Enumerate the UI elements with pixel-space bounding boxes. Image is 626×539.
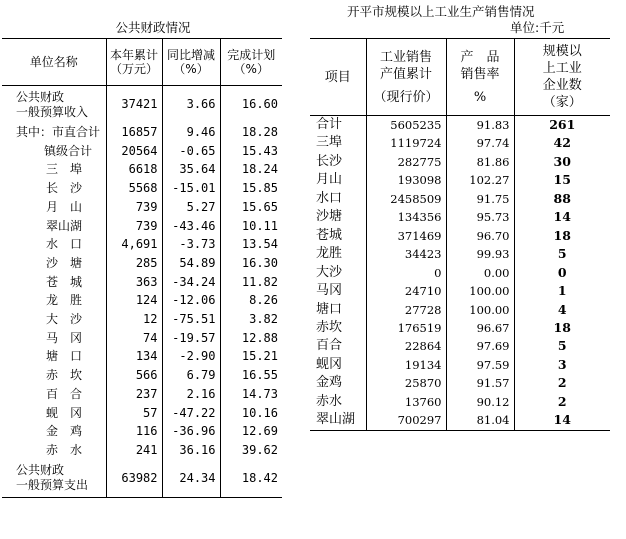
row-yoy: 2.16 <box>162 385 220 404</box>
header-unit-name: 单位名称 <box>29 55 78 69</box>
row-yoy: -36.96 <box>162 422 220 441</box>
row-enterprise-count: 0 <box>514 264 610 282</box>
table-row <box>2 310 282 329</box>
header-output-line2: 产值累计 <box>379 66 432 82</box>
row-enterprise-count: 14 <box>514 411 610 430</box>
table-row <box>310 374 610 392</box>
row-output: 19134 <box>366 356 446 374</box>
row-plan: 8.26 <box>220 291 282 310</box>
row-name: 镇级合计 <box>44 143 93 158</box>
table-row <box>2 235 282 254</box>
row-cumulative: 6618 <box>106 160 162 179</box>
table-row <box>310 264 610 282</box>
row-sales-rate: 97.74 <box>446 134 514 152</box>
row-plan: 18.28 <box>220 123 282 142</box>
row-plan: 10.16 <box>220 404 282 423</box>
table-row <box>2 404 282 423</box>
row-yoy: -43.46 <box>162 217 220 236</box>
row-sales-rate: 81.04 <box>446 411 514 430</box>
header-output-line3: （现行价） <box>373 89 439 105</box>
row-sales-rate: 97.59 <box>446 356 514 374</box>
header-item: 项目 <box>310 39 366 116</box>
row-cumulative: 63982 <box>106 460 162 498</box>
table-row <box>2 291 282 310</box>
row-cumulative: 116 <box>106 422 162 441</box>
header-yoy-line2: （%） <box>173 62 209 76</box>
row-item: 翠山湖 <box>310 411 366 430</box>
row-cumulative: 739 <box>106 198 162 217</box>
row-item: 水口 <box>316 190 343 206</box>
row-output: 371469 <box>366 227 446 245</box>
table-row <box>310 356 610 374</box>
header-plan-line1: 完成计划 <box>227 48 276 62</box>
table-row <box>2 123 282 142</box>
row-name: 公共财政 一般预算支出 <box>2 460 106 498</box>
row-yoy: -47.22 <box>162 404 220 423</box>
row-name: 赤 水 <box>46 442 83 457</box>
row-sales-rate: 90.12 <box>446 393 514 411</box>
row-item: 马冈 <box>316 283 343 299</box>
table-row <box>2 329 282 348</box>
row-output: 193098 <box>366 171 446 189</box>
row-plan: 18.24 <box>220 160 282 179</box>
row-sales-rate: 102.27 <box>446 171 514 189</box>
row-plan: 12.88 <box>220 329 282 348</box>
row-enterprise-count: 1 <box>514 282 610 300</box>
row-plan: 16.60 <box>220 86 282 124</box>
row-sales-rate: 91.57 <box>446 374 514 392</box>
row-sales-rate: 97.69 <box>446 337 514 355</box>
table-row <box>310 245 610 263</box>
row-name: 龙 胜 <box>46 293 83 308</box>
row-plan: 14.73 <box>220 385 282 404</box>
row-yoy: 54.89 <box>162 254 220 273</box>
row-plan: 16.55 <box>220 366 282 385</box>
row-name: 大 沙 <box>46 312 83 327</box>
header-output-line1: 工业销售 <box>379 49 432 65</box>
row-item: 苍城 <box>316 227 343 243</box>
row-enterprise-count: 2 <box>514 393 610 411</box>
table-row <box>310 319 610 337</box>
row-output: 2458509 <box>366 190 446 208</box>
row-yoy: -75.51 <box>162 310 220 329</box>
row-item: 长沙 <box>316 153 343 169</box>
row-cumulative: 237 <box>106 385 162 404</box>
table-row <box>310 171 610 189</box>
row-plan: 11.82 <box>220 273 282 292</box>
header-yoy <box>162 39 220 86</box>
row-enterprise-count: 4 <box>514 301 610 319</box>
row-output: 1119724 <box>366 134 446 152</box>
table-header-row <box>2 39 282 86</box>
row-cumulative: 16857 <box>106 123 162 142</box>
row-output: 34423 <box>366 245 446 263</box>
row-enterprise-count: 30 <box>514 153 610 171</box>
row-name: 水 口 <box>46 237 83 252</box>
table-row <box>2 142 282 161</box>
table-row <box>2 422 282 441</box>
industry-sales-title: 开平市规模以上工业生产销售情况 <box>347 4 535 19</box>
row-name: 月 山 <box>46 199 83 214</box>
row-enterprise-count: 3 <box>514 356 610 374</box>
row-output: 27728 <box>366 301 446 319</box>
row-yoy: -15.01 <box>162 179 220 198</box>
row-yoy: 36.16 <box>162 441 220 460</box>
row-yoy: -12.06 <box>162 291 220 310</box>
row-plan: 3.82 <box>220 310 282 329</box>
row-cumulative: 739 <box>106 217 162 236</box>
row-plan: 15.43 <box>220 142 282 161</box>
row-cumulative: 57 <box>106 404 162 423</box>
header-yoy-line1: 同比增减 <box>166 48 215 62</box>
row-sales-rate: 100.00 <box>446 301 514 319</box>
table-row <box>2 441 282 460</box>
row-output: 24710 <box>366 282 446 300</box>
row-enterprise-count: 5 <box>514 337 610 355</box>
unit-label: 单位:千元 <box>510 20 565 35</box>
row-name: 苍 城 <box>46 274 83 289</box>
row-enterprise-count: 42 <box>514 134 610 152</box>
row-enterprise-count: 15 <box>514 171 610 189</box>
row-plan: 10.11 <box>220 217 282 236</box>
row-output: 22864 <box>366 337 446 355</box>
row-plan: 16.30 <box>220 254 282 273</box>
row-output: 13760 <box>366 393 446 411</box>
table-row <box>2 254 282 273</box>
header-count-line3: 企业数 <box>542 78 582 93</box>
header-count-line4: （家） <box>542 95 582 110</box>
row-yoy: -3.73 <box>162 235 220 254</box>
header-cumulative-line2: （万元） <box>109 62 158 76</box>
row-item: 蚬冈 <box>316 356 343 372</box>
row-sales-rate: 100.00 <box>446 282 514 300</box>
table-row <box>310 208 610 226</box>
row-output: 5605235 <box>366 116 446 135</box>
table-row <box>2 273 282 292</box>
row-sales-rate: 96.67 <box>446 319 514 337</box>
row-plan: 15.85 <box>220 179 282 198</box>
row-output: 700297 <box>366 411 446 430</box>
row-cumulative: 285 <box>106 254 162 273</box>
row-plan: 15.21 <box>220 347 282 366</box>
row-enterprise-count: 18 <box>514 227 610 245</box>
row-name: 马 冈 <box>46 330 83 345</box>
row-output: 176519 <box>366 319 446 337</box>
row-name: 长 沙 <box>46 181 83 196</box>
row-cumulative: 74 <box>106 329 162 348</box>
row-name: 金 鸡 <box>46 424 83 439</box>
header-count <box>514 39 610 116</box>
row-item: 赤水 <box>316 393 343 409</box>
row-plan: 13.54 <box>220 235 282 254</box>
header-output <box>366 39 446 116</box>
row-name: 赤 坎 <box>46 368 83 383</box>
header-count-line2: 上工业 <box>542 61 582 76</box>
row-enterprise-count: 5 <box>514 245 610 263</box>
row-item: 塘口 <box>316 301 343 317</box>
table-row <box>310 393 610 411</box>
table-row <box>310 337 610 355</box>
row-item: 百合 <box>316 338 343 354</box>
header-cumulative <box>106 39 162 86</box>
row-item: 赤坎 <box>316 319 343 335</box>
row-name: 沙 塘 <box>46 255 83 270</box>
table-row <box>2 160 282 179</box>
table-row <box>2 86 282 124</box>
row-sales-rate: 81.86 <box>446 153 514 171</box>
row-enterprise-count: 18 <box>514 319 610 337</box>
row-output: 25870 <box>366 374 446 392</box>
header-rate-line2: 销售率 <box>460 66 500 82</box>
table-row <box>2 347 282 366</box>
header-count-line1: 规模以 <box>542 44 582 59</box>
row-enterprise-count: 261 <box>514 116 610 135</box>
row-cumulative: 134 <box>106 347 162 366</box>
row-item: 大沙 <box>316 264 343 280</box>
row-output: 134356 <box>366 208 446 226</box>
table-row <box>2 198 282 217</box>
public-finance-title: 公共财政情况 <box>115 20 191 35</box>
header-plan <box>220 39 282 86</box>
row-name: 公共财政 一般预算收入 <box>16 89 89 119</box>
row-yoy: 35.64 <box>162 160 220 179</box>
row-cumulative: 566 <box>106 366 162 385</box>
row-cumulative: 12 <box>106 310 162 329</box>
row-enterprise-count: 88 <box>514 190 610 208</box>
row-cumulative: 20564 <box>106 142 162 161</box>
row-item: 沙塘 <box>316 209 343 225</box>
row-cumulative: 5568 <box>106 179 162 198</box>
row-cumulative: 4,691 <box>106 235 162 254</box>
row-cumulative: 124 <box>106 291 162 310</box>
row-name: 三 埠 <box>46 162 83 177</box>
row-cumulative: 37421 <box>106 86 162 124</box>
row-item: 月山 <box>316 172 343 188</box>
row-output: 0 <box>366 264 446 282</box>
row-name: 蚬 冈 <box>46 405 83 420</box>
row-name: 百 合 <box>46 386 83 401</box>
table-row <box>310 301 610 319</box>
row-name: 翠山湖 <box>46 218 83 233</box>
table-row <box>2 179 282 198</box>
row-yoy: 24.34 <box>162 460 220 498</box>
table-row <box>310 190 610 208</box>
row-sales-rate: 91.75 <box>446 190 514 208</box>
table-row <box>310 116 610 135</box>
table-row <box>2 217 282 236</box>
row-yoy: 9.46 <box>162 123 220 142</box>
row-yoy: 3.66 <box>162 86 220 124</box>
row-item: 三埠 <box>316 135 343 151</box>
table-row <box>2 385 282 404</box>
header-cumulative-line1: 本年累计 <box>109 48 158 62</box>
row-plan: 39.62 <box>220 441 282 460</box>
row-yoy: 5.27 <box>162 198 220 217</box>
table-header-row <box>310 39 610 116</box>
row-name: 其中：市直合计 <box>16 125 101 139</box>
row-output: 282775 <box>366 153 446 171</box>
row-yoy: -0.65 <box>162 142 220 161</box>
industry-sales-table <box>310 38 610 431</box>
row-sales-rate: 95.73 <box>446 208 514 226</box>
table-row <box>310 282 610 300</box>
header-rate-line3: % <box>473 89 487 105</box>
row-yoy: 6.79 <box>162 366 220 385</box>
row-item: 合计 <box>316 117 343 132</box>
row-item: 金鸡 <box>316 375 343 391</box>
row-cumulative: 363 <box>106 273 162 292</box>
table-row <box>310 153 610 171</box>
row-plan: 18.42 <box>220 460 282 498</box>
row-item: 龙胜 <box>316 246 343 262</box>
row-yoy: -34.24 <box>162 273 220 292</box>
row-name: 塘 口 <box>46 349 83 364</box>
public-finance-table <box>2 38 282 498</box>
row-sales-rate: 96.70 <box>446 227 514 245</box>
row-sales-rate: 0.00 <box>446 264 514 282</box>
row-plan: 12.69 <box>220 422 282 441</box>
row-cumulative: 241 <box>106 441 162 460</box>
row-yoy: -19.57 <box>162 329 220 348</box>
row-sales-rate: 91.83 <box>446 116 514 135</box>
row-enterprise-count: 14 <box>514 208 610 226</box>
header-rate-line1: 产 品 <box>460 49 500 65</box>
row-sales-rate: 99.93 <box>446 245 514 263</box>
table-row <box>310 411 610 430</box>
header-rate <box>446 39 514 116</box>
table-row <box>2 460 282 498</box>
header-plan-line2: （%） <box>233 62 269 76</box>
row-yoy: -2.90 <box>162 347 220 366</box>
table-row <box>2 366 282 385</box>
table-row <box>310 134 610 152</box>
row-plan: 15.65 <box>220 198 282 217</box>
table-row <box>310 227 610 245</box>
row-enterprise-count: 2 <box>514 374 610 392</box>
